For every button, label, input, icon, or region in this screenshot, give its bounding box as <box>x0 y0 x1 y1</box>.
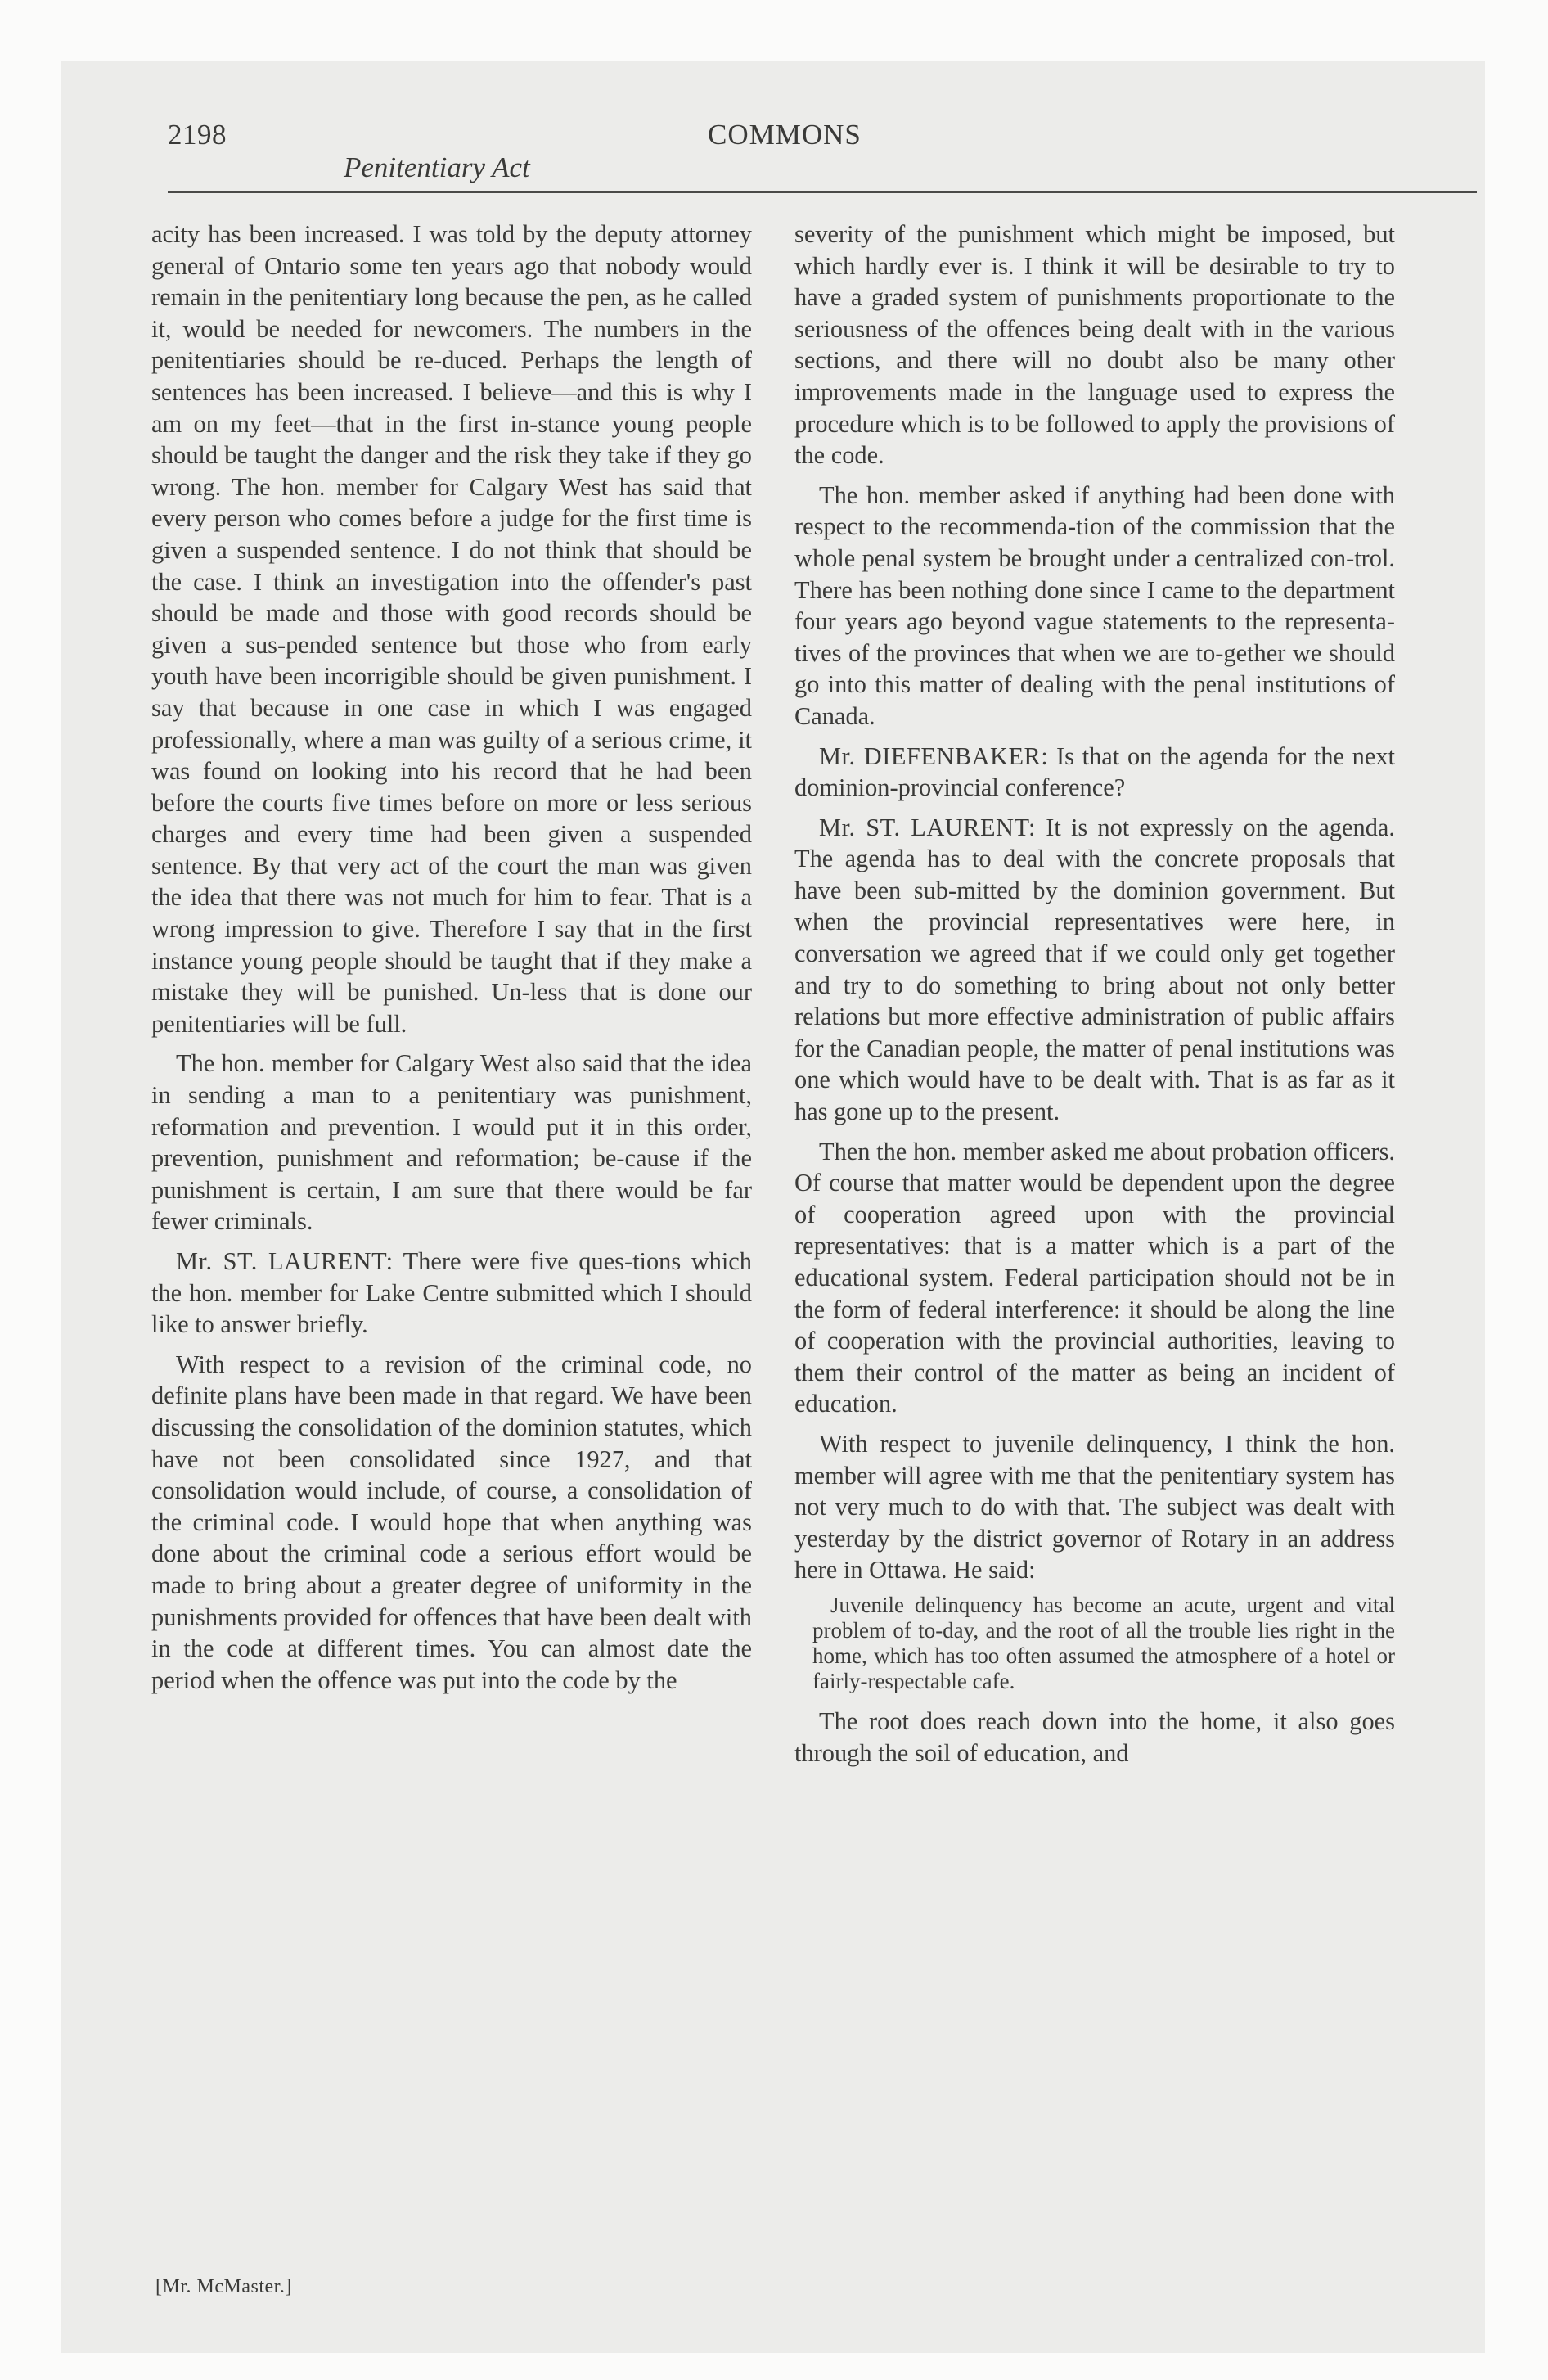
page-number: 2198 <box>168 119 227 151</box>
paragraph: The root does reach down into the home, it also goes through the soil of education, and <box>794 1706 1395 1767</box>
left-column <box>151 219 752 1696</box>
running-title: Penitentiary Act <box>344 151 530 183</box>
journal-title: COMMONS <box>708 119 862 151</box>
speaker-reference: [Mr. McMaster.] <box>155 2276 292 2297</box>
paragraph: With respect to a revision of the criminal code, no definite plans have been made in that regard. We have been discussing the consolidation of the dominion statutes, which have not been consolidated since 1927, and that consolidation would include, of course, a consolidation of the criminal code. I would hope that when anything was done about the criminal code a serious effort would be made to bring about a greater degree of uniformity in the punishments provided for offences that have been dealt with in the code at different times. You can almost date the period when the offence was put into the code by the <box>151 1350 752 1694</box>
speech-text: There were five ques-tions which the hon. member for Lake Centre submitted which I should like to answer briefly. <box>151 1247 752 1339</box>
paragraph: Then the hon. member asked me about probation officers. Of course that matter would be dependent upon the degree of cooperation agreed upon with the provincial representatives: that is a matter which is a part of the educational system. Federal participation should not be in the form of federal interference: it should be along the line of cooperation with the provincial authorities, leaving to them their control of the matter as being an incident of education. <box>794 1137 1395 1418</box>
paragraph: acity has been increased. I was told by the deputy attorney general of Ontario some ten years ago that nobody would remain in the penitentiary long because the pen, as he called it, would be needed for newcomers. The numbers in the penitentiaries should be re-duced. Perhaps the length of sentences has been increased. I believe—and this is why I am on my feet—that in the first in-stance young people should be taught the danger and the risk they take if they go wrong. The hon. member for Calgary West has said that every person who comes before a judge for the first time is given a suspended sentence. I do not think that should be the case. I think an investigation into the offender's past should be made and those with good records should be given a sus-pended sentence but those who from early youth have been incorrigible should be given punishment. I say that because in one case in which I was engaged professionally, where a man was guilty of a serious crime, it was found on looking into his record that he had been before the courts five times before on more or less serious charges and every time had been given a suspended sentence. By that very act of the court the man was given the idea that there was not much for him to fear. That is a wrong impression to give. Therefore I say that in the first instance young people should be taught that if they make a mistake they will be punished. Un-less that is done our penitentiaries will be full. <box>151 220 752 1038</box>
right-column <box>794 219 1395 1769</box>
speech-paragraph <box>794 812 1395 1128</box>
speaker-name: Mr. DIEFENBAKER: <box>819 741 1049 770</box>
paragraph: The hon. member for Calgary West also said that the idea in sending a man to a penitentiary was punishment, reformation and prevention. I would put it in this order, prevention, punishment and reformation; be-cause if the punishment is certain, I am sure that there would be far fewer criminals. <box>151 1049 752 1236</box>
speech-text: It is not expressly on the agenda. The agenda has to deal with the concrete proposals that have been sub-mitted by the dominion government. But when the provincial representatives were here, in conversation we agreed that if we could only get together and try to do something to bring about not only better relations but more effective administration of public affairs for the Canadian people, the matter of penal institutions was one which would have to be dealt with. That is as far as it has gone up to the present. <box>794 813 1395 1126</box>
page-sheet <box>61 61 1485 2353</box>
block-quote: Juvenile delinquency has become an acute, urgent and vital problem of to-day, and the root of all the trouble lies right in the home, which has too often assumed the atmosphere of a hotel or fairly-respectable cafe. <box>812 1592 1395 1693</box>
header-rule <box>168 191 1477 193</box>
speech-paragraph <box>794 741 1395 804</box>
paragraph: With respect to juvenile delinquency, I think the hon. member will agree with me that the penitentiary system has not very much to do with that. The subject was dealt with yesterday by the district governor of Rotary in an address here in Ottawa. He said: <box>794 1429 1395 1584</box>
paragraph: The hon. member asked if anything had been done with respect to the recommenda-tion of the commission that the whole penal system be brought under a centralized con-trol. There has been nothing done since I came to the department four years ago beyond vague statements to the representa-tives of the provinces that when we are to-gether we should go into this matter of dealing with the penal institutions of Canada. <box>794 480 1395 730</box>
page-header <box>61 61 1485 209</box>
speaker-name: Mr. ST. LAURENT: <box>176 1247 394 1275</box>
speaker-name: Mr. ST. LAURENT: <box>819 813 1036 841</box>
paragraph: severity of the punishment which might be imposed, but which hardly ever is. I think it will be desirable to try to have a graded system of punishments proportionate to the seriousness of the offences being dealt with in the various sections, and there will no doubt also be many other improvements made in the language used to express the procedure which is to be followed to apply the provisions of the code. <box>794 220 1395 470</box>
speech-paragraph <box>151 1246 752 1341</box>
speech-text: Is that on the agenda for the next dominion-provincial conference? <box>794 741 1395 802</box>
